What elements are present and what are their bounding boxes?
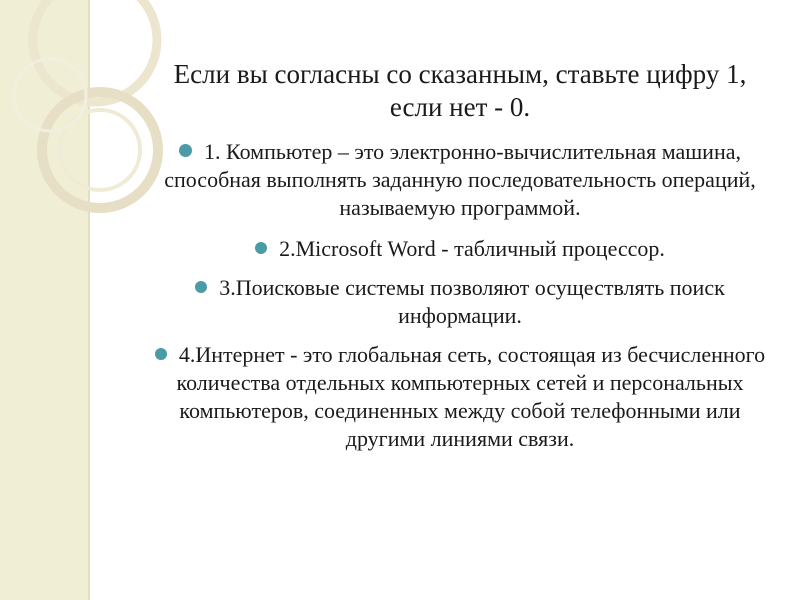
bullet-dot-icon [195, 281, 207, 293]
bullet-text: 2.Microsoft Word - табличный процессор. [279, 236, 665, 261]
bullet-text: 3.Поисковые системы позволяют осуществлять поиск информации. [219, 275, 725, 328]
bullet-item [140, 274, 780, 330]
slide-title: Если вы согласны со сказанным, ставьте цифру 1, если нет - 0. [173, 59, 747, 122]
bullet-dot-icon [155, 348, 167, 360]
bullet-item [140, 341, 780, 453]
bullet-item [140, 138, 780, 222]
bullet-list [140, 138, 780, 464]
bullet-item [140, 235, 780, 263]
bullet-text: 1. Компьютер – это электронно-вычислительная машина, способная выполнять заданную последовательность операций, называемую программой. [164, 139, 756, 220]
bullet-dot-icon [179, 144, 192, 157]
bullet-dot-icon [255, 242, 267, 254]
bullet-text: 4.Интернет - это глобальная сеть, состоящая из бесчисленного количества отдельных компьютерных сетей и персональных компьютеров, соединенных между собой телефонными или другими линиями связи. [176, 342, 766, 451]
